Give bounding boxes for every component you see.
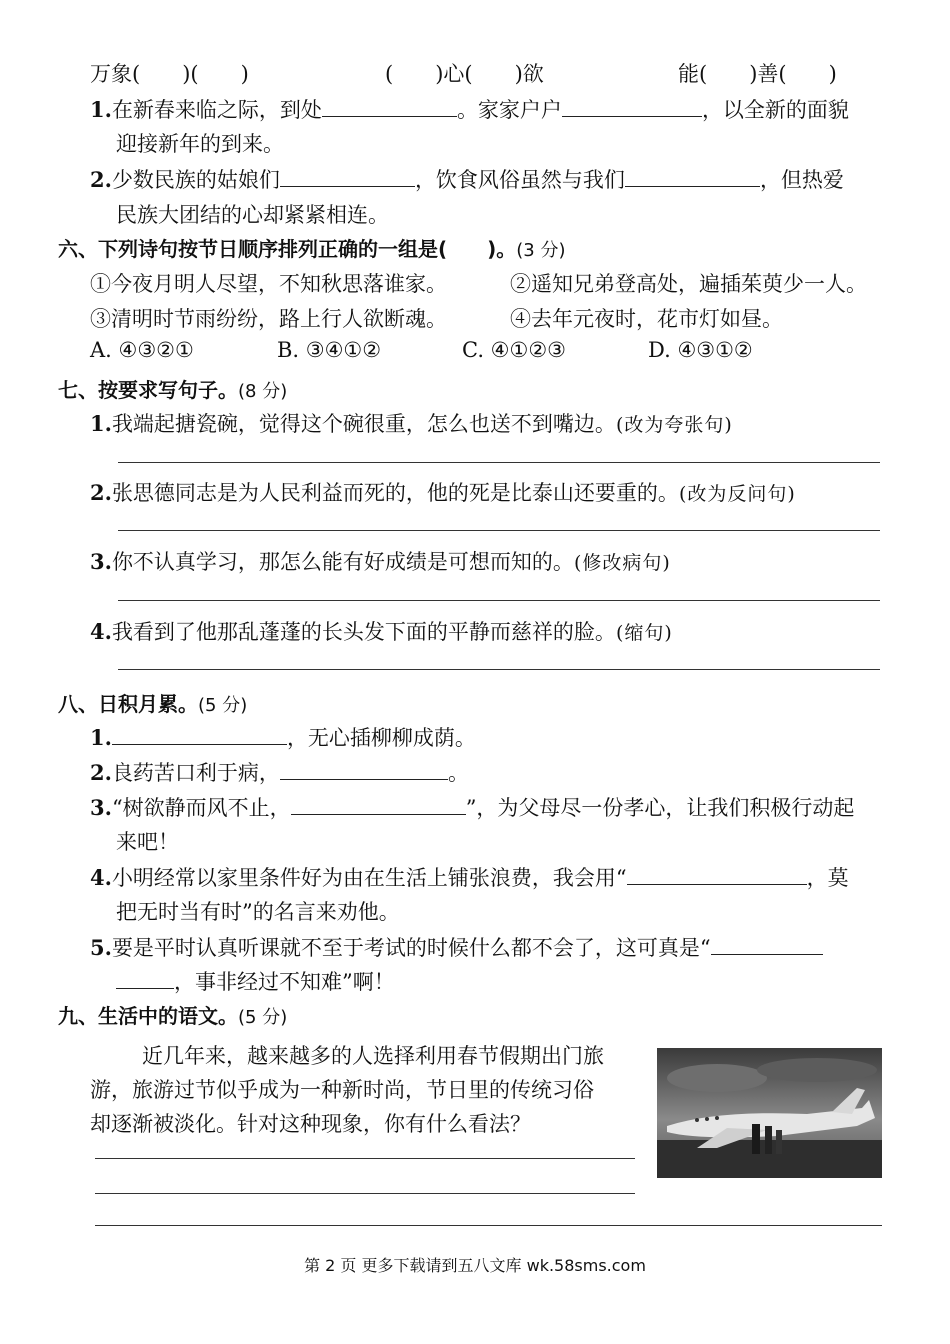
answer-line[interactable] [95,1225,882,1226]
s8-q2 [90,757,469,787]
poem-2: ②遥知兄弟登高处，遍插茱萸少一人。 [510,272,867,296]
answer-blank[interactable] [627,864,807,885]
s7-item-1 [90,408,733,438]
option-c[interactable]: C. ④①②③ [462,338,566,362]
answer-line[interactable] [118,600,880,601]
s9-para-line-2: 游，旅游过节似乎成为一种新时尚，节日里的传统习俗 [90,1078,594,1102]
section-7-score: (8 分) [238,381,288,402]
s5-q1-text3: ，以全新的面貌 [701,98,849,122]
section-6-heading [58,233,566,262]
answer-blank[interactable] [280,759,448,780]
s8-q4-line2: 把无时当有时”的名言来劝他。 [116,900,400,924]
section-9-score: (5 分) [238,1007,288,1028]
s8-q2-text: 良药苦口利于病， [111,761,280,785]
s5-q2-text1: 少数民族的姑娘们 [111,168,280,192]
option-b[interactable]: B. ③④①② [277,338,382,362]
answer-blank[interactable] [280,166,415,187]
s8-q1 [90,722,476,752]
section-9-title: 九、生活中的语文。 [58,1004,238,1028]
s7-item-note: (修改病句) [573,552,671,574]
s5-q1 [90,94,849,124]
idiom-group-2: ( )心( )欲 [385,62,544,86]
section-8-score: (5 分) [198,695,248,716]
q-number: 3. [90,549,112,574]
q-number: 3. [90,795,112,820]
poem-1: ①今夜月明人尽望，不知秋思落谁家。 [90,272,447,296]
answer-blank[interactable] [562,96,702,117]
section-6-title: 六、下列诗句按节日顺序排列正确的一组是( )。 [58,237,517,261]
s7-item-text: 我看到了他那乱蓬蓬的长头发下面的平静而慈祥的脸。 [111,620,616,644]
s7-item-note: (改为夸张句) [615,414,733,436]
answer-blank[interactable] [322,96,457,117]
section-6-score: (3 分) [516,240,566,261]
section-9-heading [58,1000,287,1029]
s5-q2-line2: 民族大团结的心却紧紧相连。 [116,203,389,227]
s8-q5-line2 [116,966,395,996]
section-7-heading [58,374,287,403]
s8-q5 [90,932,823,962]
s8-q4 [90,862,849,892]
s8-q4-text: 小明经常以家里条件好为由在生活上铺张浪费，我会用“ [111,866,627,890]
airplane-photo-icon [657,1048,882,1178]
q-number: 5. [90,935,112,960]
answer-blank[interactable] [711,934,823,955]
poem-4: ④去年元夜时，花市灯如昼。 [510,307,783,331]
s5-q2-text3: ，但热爱 [759,168,844,192]
s7-item-note: (改为反问句) [678,483,796,505]
answer-blank[interactable] [112,724,287,745]
s9-para-line-1: 近几年来，越来越多的人选择利用春节假期出门旅 [142,1044,604,1068]
page-footer: 第 2 页 更多下载请到五八文库 wk.58sms.com [304,1256,646,1275]
q-number: 2. [90,167,112,192]
airplane-photo [657,1048,882,1178]
s7-item-note: (缩句) [615,622,673,644]
s8-q3-line2: 来吧！ [116,830,179,854]
s8-q3 [90,792,854,822]
s8-q2-text-end: 。 [447,761,469,785]
s7-item-4 [90,616,673,646]
s7-item-text: 我端起搪瓷碗，觉得这个碗很重，怎么也送不到嘴边。 [111,412,616,436]
q-number: 1. [90,97,112,122]
answer-line[interactable] [118,669,880,670]
q-number: 2. [90,760,112,785]
s5-q1-text1: 在新春来临之际，到处 [111,98,322,122]
s5-q1-line2: 迎接新年的到来。 [116,132,284,156]
s8-q5-text-end: ，事非经过不知难”啊！ [174,970,395,994]
s8-q5-text: 要是平时认真听课就不至于考试的时候什么都不会了，这可真是“ [111,936,711,960]
s8-q3-text-end: ”，为父母尽一份孝心，让我们积极行动起 [465,796,855,820]
answer-line[interactable] [118,530,880,531]
answer-line[interactable] [95,1158,635,1159]
answer-blank[interactable] [625,166,760,187]
s7-item-3 [90,546,671,576]
q-number: 4. [90,619,112,644]
section-8-heading [58,688,247,717]
answer-blank[interactable] [116,968,174,989]
s8-q1-text: ，无心插柳柳成荫。 [286,726,476,750]
s7-item-text: 你不认真学习，那怎么能有好成绩是可想而知的。 [111,550,574,574]
section-7-title: 七、按要求写句子。 [58,378,238,402]
s5-q1-text2: 。家家户户 [456,98,562,122]
option-d[interactable]: D. ④③①② [648,338,753,362]
s8-q4-text-end: ，莫 [806,866,849,890]
answer-line[interactable] [95,1193,635,1194]
q-number: 4. [90,865,112,890]
section-8-title: 八、日积月累。 [58,692,198,716]
poem-3: ③清明时节雨纷纷，路上行人欲断魂。 [90,307,447,331]
s9-para-line-3: 却逐渐被淡化。针对这种现象，你有什么看法？ [90,1112,531,1136]
s5-q2-text2: ，饮食风俗虽然与我们 [414,168,625,192]
q-number: 1. [90,725,112,750]
s7-item-2 [90,477,796,507]
q-number: 1. [90,411,112,436]
idiom-group-1: 万象( )( ) [90,62,249,86]
answer-line[interactable] [118,462,880,463]
q-number: 2. [90,480,112,505]
option-a[interactable]: A. ④③②① [90,338,194,362]
s5-q2 [90,164,844,194]
idiom-group-3: 能( )善( ) [678,62,837,86]
s7-item-text: 张思德同志是为人民利益而死的，他的死是比泰山还要重的。 [111,481,679,505]
s8-q3-text: “树欲静而风不止， [111,796,291,820]
answer-blank[interactable] [291,794,466,815]
